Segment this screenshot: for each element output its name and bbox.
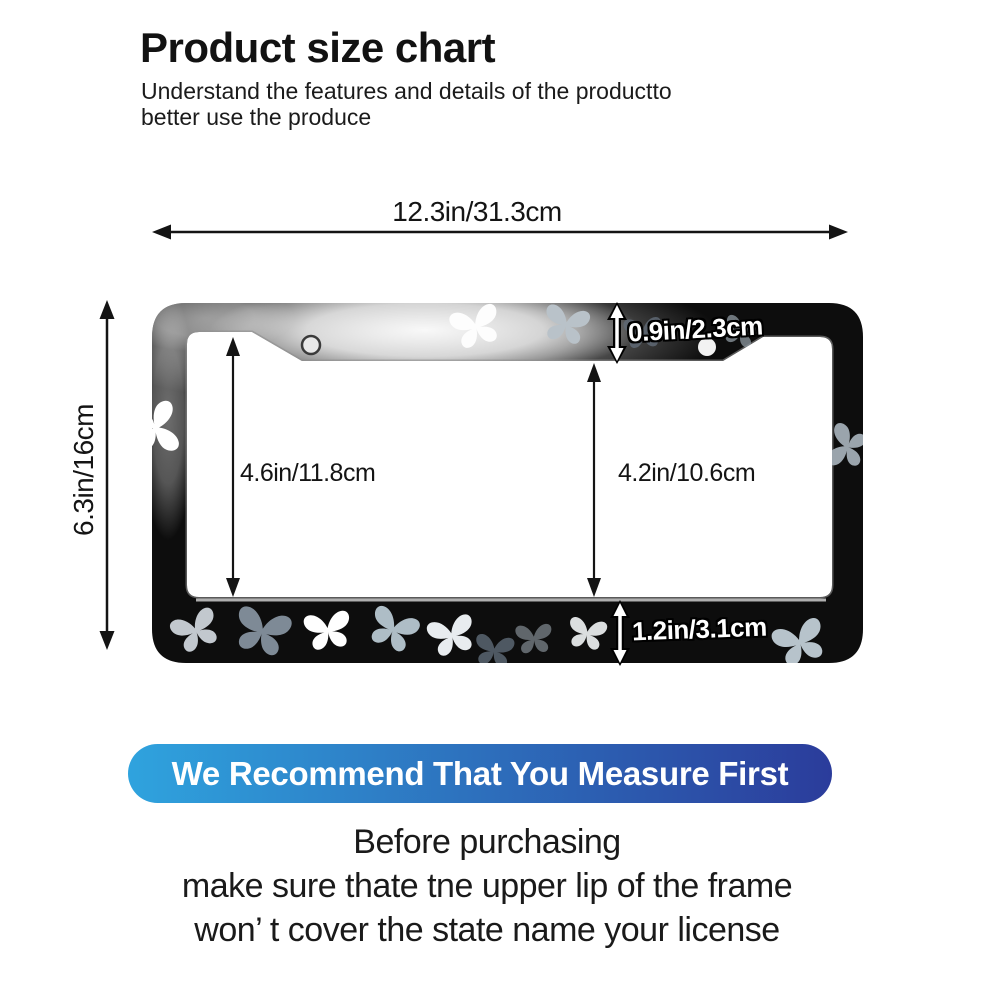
inner-height-right-arrow <box>587 363 601 597</box>
overall-height-arrow <box>100 300 115 650</box>
note-line-3: won’ t cover the state name your license <box>194 911 780 949</box>
page-title: Product size chart <box>140 24 496 71</box>
recommend-banner <box>128 744 832 803</box>
overall-height-label: 6.3in/16cm <box>68 404 99 536</box>
inner-height-left-label: 4.6in/11.8cm <box>240 459 376 487</box>
gloss-highlight <box>115 284 295 352</box>
note-line-1: Before purchasing <box>353 823 621 861</box>
subtitle-line-1: Understand the features and details of the productto <box>141 78 672 104</box>
purchase-note <box>0 820 974 952</box>
top-bar-height-label: 0.9in/2.3cm <box>627 310 764 348</box>
inner-height-left-arrow <box>226 337 240 597</box>
inner-height-right-label: 4.2in/10.6cm <box>618 459 756 487</box>
overall-width-label: 12.3in/31.3cm <box>392 196 562 227</box>
screw-hole-left <box>302 336 320 354</box>
note-line-2: make sure thate tne upper lip of the frame <box>181 867 793 905</box>
subtitle-line-2: better use the produce <box>141 104 372 130</box>
banner-text: We Recommend That You Measure First <box>171 754 789 792</box>
bottom-bar-height-label: 1.2in/3.1cm <box>631 611 768 647</box>
